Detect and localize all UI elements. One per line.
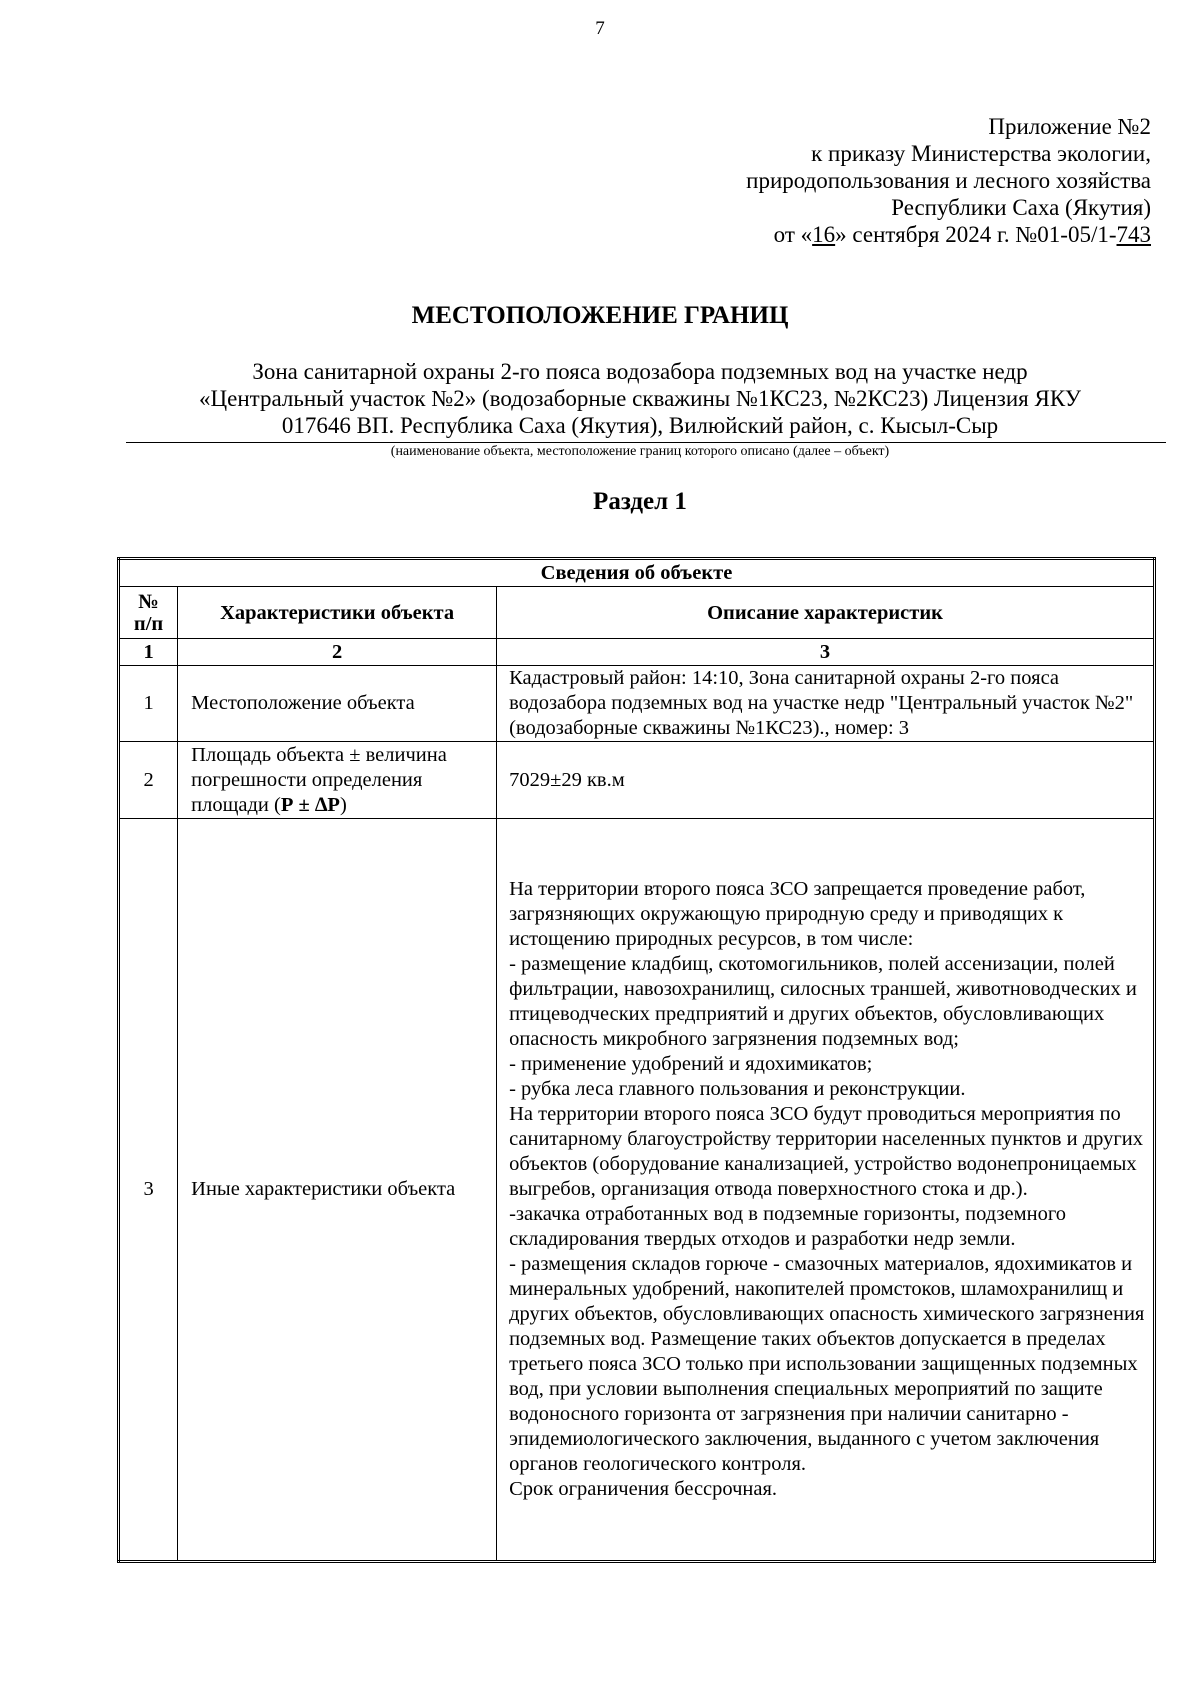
column-number: 1 (119, 639, 178, 666)
appendix-line: Приложение №2 (988, 114, 1151, 139)
header-description: Описание характеристик (497, 587, 1155, 639)
table-row (119, 666, 1155, 742)
section-title: Раздел 1 (593, 488, 687, 515)
object-name-line: «Центральный участок №2» (водозаборные скважины №1КС23, №2КС23) Лицензия ЯКУ (199, 386, 1081, 411)
table-row (119, 819, 1155, 1562)
column-number: 2 (178, 639, 497, 666)
row-description: 7029±29 кв.м (497, 742, 1155, 819)
table-header-row (119, 587, 1155, 639)
appendix-date-line (746, 221, 1151, 248)
object-name (160, 358, 1120, 439)
order-number: 743 (1116, 222, 1151, 247)
date-day: 16 (812, 222, 836, 247)
date-mid: » сентября 2024 г. №01-05/1- (835, 222, 1117, 247)
characteristic-text-end: ) (339, 793, 347, 816)
row-description: Кадастровый район: 14:10, Зона санитарной охраны 2-го пояса водозабора подземных вод на участке недр "Центральный участок №2" (водозаборные скважины №1КС23)., номер: 3 (497, 666, 1155, 742)
object-name-line: 017646 ВП. Республика Саха (Якутия), Вилюйский район, с. Кысыл-Сыр (281, 413, 999, 438)
document-title: МЕСТОПОЛОЖЕНИЕ ГРАНИЦ (411, 302, 789, 329)
appendix-line: Республики Саха (Якутия) (891, 195, 1151, 220)
page-number: 7 (595, 18, 605, 39)
header-num (119, 587, 178, 639)
object-name-caption: (наименование объекта, местоположение границ которого описано (далее – объект) (390, 444, 890, 459)
row-characteristic (178, 742, 497, 819)
table-caption: Сведения об объекте (119, 559, 1155, 587)
appendix-line: природопользования и лесного хозяйства (746, 168, 1151, 193)
date-prefix: от « (773, 222, 813, 247)
object-name-line: Зона санитарной охраны 2-го пояса водозабора подземных вод на участке недр (252, 359, 1028, 384)
row-characteristic: Иные характеристики объекта (178, 819, 497, 1562)
row-description: На территории второго пояса ЗСО запрещается проведение работ, загрязняющих окружающую природную среду и приводящих к истощению природных ресурсов, в том числе: - размещение кладбищ, скотомогильников, полей ассенизации, полей фильтрации, навозохранилищ, силосных траншей, животноводческих и птицеводческих предприятий и других объектов, обусловливающих опасность микробного загрязнения подземных вод; - применение удобрений и ядохимикатов; - рубка леса главного пользования и реконструкции. На территории второго пояса ЗСО будут проводиться мероприятия по санитарному благоустройству территории населенных пунктов и других объектов (оборудование канализацией, устройство водонепроницаемых выгребов, организация отвода поверхностного стока и др.). -закачка отработанных вод в подземные горизонты, подземного складирования твердых отходов и разработки недр земли. - размещения складов горюче - смазочных материалов, ядохимикатов и минеральных удобрений, накопителей промстоков, шламохранилищ и других объектов, обусловливающих опасность химического загрязнения подземных вод. Размещение таких объектов допускается в пределах третьего пояса ЗСО только при использовании защищенных подземных вод, при условии выполнения специальных мероприятий по защите водоносного горизонта от загрязнения при наличии санитарно - эпидемиологического заключения, выданного с учетом заключения органов геологического контроля. Срок ограничения бессрочная. (497, 819, 1155, 1562)
row-number: 3 (119, 819, 178, 1562)
object-name-underline (126, 442, 1166, 443)
table-row (119, 742, 1155, 819)
appendix-line: к приказу Министерства экологии, (811, 141, 1151, 166)
header-num-label: № п/п (133, 590, 164, 635)
row-number: 1 (119, 666, 178, 742)
characteristic-formula: Р ± ∆Р (280, 793, 340, 816)
table-caption-row (119, 559, 1155, 587)
header-characteristic: Характеристики объекта (178, 587, 497, 639)
column-number: 3 (497, 639, 1155, 666)
row-characteristic: Местоположение объекта (178, 666, 497, 742)
appendix-header (746, 113, 1151, 248)
row-number: 2 (119, 742, 178, 819)
column-number-row (119, 639, 1155, 666)
characteristic-text: Площадь объекта ± величина погрешности определения площади ( (191, 743, 447, 816)
object-info-table (117, 557, 1156, 1563)
